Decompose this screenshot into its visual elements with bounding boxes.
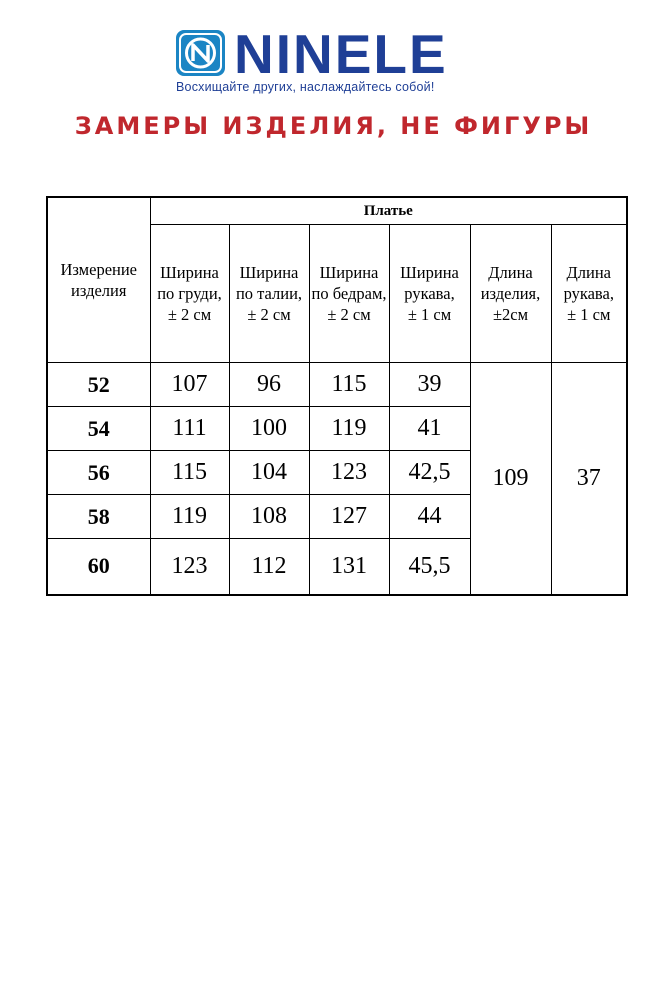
value-cell: 123 — [150, 539, 229, 595]
value-cell: 96 — [229, 363, 309, 407]
brand-tagline: Восхищайте других, наслаждайтесь собой! — [176, 80, 435, 94]
value-cell: 119 — [309, 407, 389, 451]
value-cell: 104 — [229, 451, 309, 495]
value-cell: 42,5 — [389, 451, 470, 495]
size-cell: 56 — [47, 451, 150, 495]
value-cell: 123 — [309, 451, 389, 495]
column-header: Ширина по груди, ± 2 см — [150, 225, 229, 363]
size-cell: 54 — [47, 407, 150, 451]
column-header: Длина изделия, ±2см — [470, 225, 551, 363]
column-header: Ширина по бедрам, ± 2 см — [309, 225, 389, 363]
size-cell: 52 — [47, 363, 150, 407]
brand-logo — [176, 23, 506, 100]
size-table — [46, 196, 628, 596]
column-header: Длина рукава, ± 1 см — [551, 225, 627, 363]
measure-header: Измерение изделия — [47, 197, 150, 363]
value-cell: 45,5 — [389, 539, 470, 595]
value-cell: 41 — [389, 407, 470, 451]
value-cell: 39 — [389, 363, 470, 407]
value-cell: 119 — [150, 495, 229, 539]
value-cell: 108 — [229, 495, 309, 539]
column-header: Ширина по талии, ± 2 см — [229, 225, 309, 363]
value-cell: 100 — [229, 407, 309, 451]
value-cell: 115 — [150, 451, 229, 495]
table-row — [47, 363, 627, 407]
size-cell: 58 — [47, 495, 150, 539]
value-cell: 112 — [229, 539, 309, 595]
dress-group-header: Платье — [150, 197, 627, 225]
value-cell: 115 — [309, 363, 389, 407]
value-cell: 44 — [389, 495, 470, 539]
column-header: Ширина рукава, ± 1 см — [389, 225, 470, 363]
page-subtitle: ЗАМЕРЫ ИЗДЕЛИЯ, НЕ ФИГУРЫ — [74, 112, 593, 140]
shared-length-cell: 109 — [470, 363, 551, 595]
brand-name: NINELE — [234, 23, 448, 85]
shared-sleeve-length-cell: 37 — [551, 363, 627, 595]
value-cell: 127 — [309, 495, 389, 539]
value-cell: 111 — [150, 407, 229, 451]
size-cell: 60 — [47, 539, 150, 595]
brand-logo-icon — [176, 30, 225, 76]
value-cell: 107 — [150, 363, 229, 407]
value-cell: 131 — [309, 539, 389, 595]
